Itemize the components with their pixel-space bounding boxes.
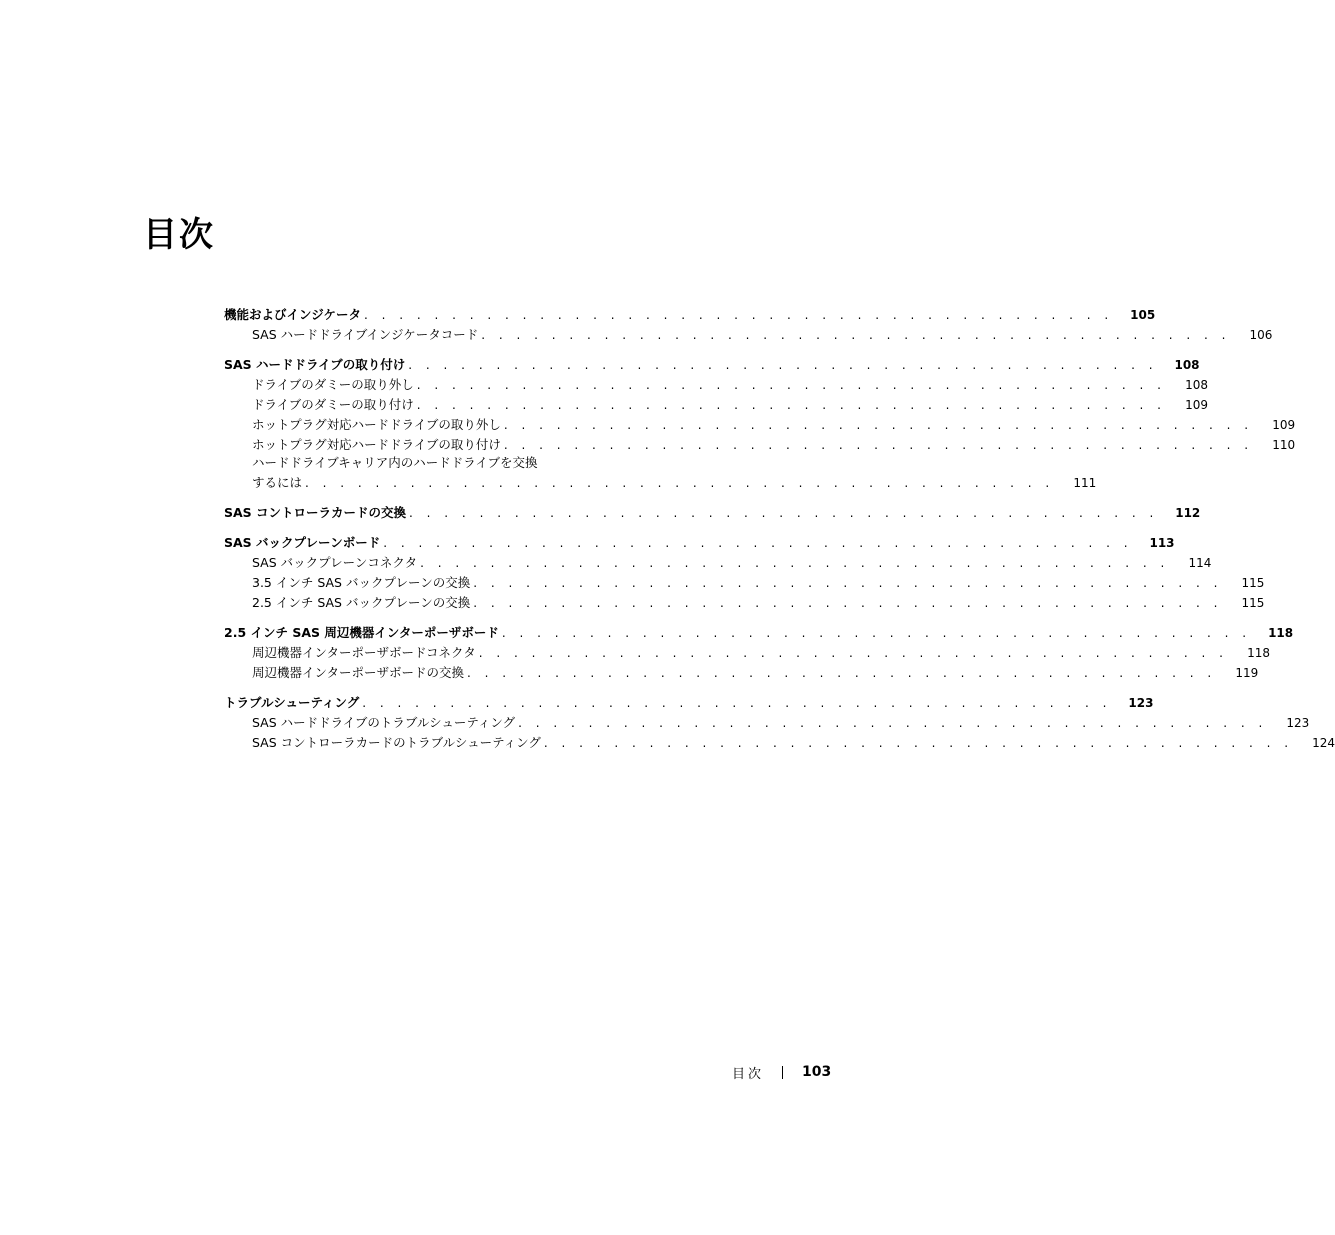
toc-entry-label: ホットプラグ対応ハードドライブの取り付け	[252, 437, 501, 452]
toc-page-number: 108	[1185, 378, 1208, 392]
dot-leader: . . . . . . . . . . . . . . . . . . . . . . . . . . . . . . . . . . . . . . . . . . .	[408, 358, 1158, 372]
dot-leader: . . . . . . . . . . . . . . . . . . . . . . . . . . . . . . . . . . . . . . . . . . .	[543, 736, 1294, 750]
toc-entry-label: 周辺機器インターポーザボードの交換	[252, 665, 465, 680]
toc-entry-label: ドライブのダミーの取り外し	[252, 377, 414, 392]
toc-heading-label: SAS バックプレーンボード	[224, 535, 381, 550]
toc-page-number: 118	[1268, 626, 1294, 640]
toc-heading-entry[interactable]	[224, 532, 1175, 553]
toc-entry-label: 2.5 インチ SAS バックプレーンの交換	[252, 595, 471, 610]
toc-entry-label: SAS コントローラカードのトラブルシューティング	[252, 735, 541, 750]
toc-page-number: 123	[1286, 716, 1310, 730]
toc-entry-label: ドライブのダミーの取り付け	[252, 397, 414, 412]
dot-leader: . . . . . . . . . . . . . . . . . . . . . . . . . . . . . . . . . . . . . . . . . . .	[420, 556, 1170, 570]
toc-sub-entry[interactable]	[224, 325, 1273, 345]
toc-section	[224, 692, 1335, 753]
toc-heading-label: SAS コントローラカードの交換	[224, 505, 407, 520]
dot-leader: . . . . . . . . . . . . . . . . . . . . . . . . . . . . . . . . . . . . . . . . . . .	[503, 418, 1254, 432]
toc-section	[224, 304, 1273, 345]
toc-page-number: 111	[1073, 476, 1097, 490]
toc-heading-label: SAS ハードドライブの取り付け	[224, 357, 406, 372]
toc-page-number: 115	[1241, 576, 1265, 590]
toc-entry-label: 周辺機器インターポーザボードコネクタ	[252, 645, 476, 660]
toc-heading-label: 機能およびインジケータ	[224, 307, 361, 322]
toc-page-number: 114	[1188, 556, 1212, 570]
toc-page-number: 108	[1174, 358, 1200, 372]
toc-sub-entry[interactable]	[224, 733, 1335, 753]
toc-heading-entry[interactable]	[224, 692, 1154, 713]
toc-heading-label: トラブルシューティング	[224, 695, 360, 710]
toc-heading-entry[interactable]	[224, 354, 1200, 375]
dot-leader: . . . . . . . . . . . . . . . . . . . . . . . . . . . . . . . . . . . . . . . . . . .	[363, 308, 1114, 322]
toc-sub-entry[interactable]	[224, 553, 1212, 573]
toc-page-number: 113	[1149, 536, 1175, 550]
dot-leader: . . . . . . . . . . . . . . . . . . . . . . . . . . . . . . . . . . . . . . . . . . .	[416, 398, 1166, 412]
toc-section	[224, 622, 1294, 683]
toc-sub-entry[interactable]	[224, 593, 1265, 613]
toc-page-number: 115	[1241, 596, 1265, 610]
dot-leader: . . . . . . . . . . . . . . . . . . . . . . . . . . . . . . . . . . . . . . . . . . .	[409, 506, 1159, 520]
dot-leader: . . . . . . . . . . . . . . . . . . . . . . . . . . . . . . . . . . . . . . . . . . .	[305, 476, 1055, 490]
toc-page-number: 110	[1272, 438, 1296, 452]
toc-entry-label: SAS バックプレーンコネクタ	[252, 555, 418, 570]
dot-leader: . . . . . . . . . . . . . . . . . . . . . . . . . . . . . . . . . . . . . . . . . . .	[503, 438, 1254, 452]
toc-sub-entry[interactable]	[224, 713, 1310, 733]
toc-entry-label: SAS ハードドライブインジケータコード	[252, 327, 479, 342]
toc-section	[224, 354, 1296, 493]
dot-leader: . . . . . . . . . . . . . . . . . . . . . . . . . . . . . . . . . . . . . . . . . . .	[518, 716, 1268, 730]
toc-heading-entry[interactable]	[224, 304, 1156, 325]
toc-entry-label-line1: ハードドライブキャリア内のハードドライブを交換	[252, 455, 538, 470]
footer-page-number: 103	[802, 1064, 832, 1080]
toc-sub-entry[interactable]	[224, 573, 1265, 593]
toc-entry-label: するには	[252, 475, 303, 490]
toc-section	[224, 532, 1265, 613]
toc-page-number: 105	[1130, 308, 1156, 322]
toc-page-number: 109	[1185, 398, 1208, 412]
page-footer	[732, 1062, 831, 1082]
dot-leader: . . . . . . . . . . . . . . . . . . . . . . . . . . . . . . . . . . . . . . . . . . .	[478, 646, 1228, 660]
dot-leader: . . . . . . . . . . . . . . . . . . . . . . . . . . . . . . . . . . . . . . . . . . .	[362, 696, 1112, 710]
page-title: 目次	[143, 215, 215, 255]
toc-page-number: 109	[1272, 418, 1296, 432]
toc-sub-entry[interactable]	[224, 395, 1208, 415]
toc-entry-label: 3.5 インチ SAS バックプレーンの交換	[252, 575, 471, 590]
toc-section	[224, 502, 1201, 523]
dot-leader: . . . . . . . . . . . . . . . . . . . . . . . . . . . . . . . . . . . . . . . . . . .	[383, 536, 1133, 550]
footer-divider	[782, 1066, 783, 1079]
toc-sub-entry[interactable]	[224, 435, 1296, 455]
footer-section-label: 目次	[732, 1066, 765, 1082]
toc-heading-entry[interactable]	[224, 622, 1294, 643]
toc-entry-label: SAS ハードドライブのトラブルシューティング	[252, 715, 516, 730]
table-of-contents	[224, 304, 1335, 762]
toc-page-number: 119	[1235, 666, 1259, 680]
dot-leader: . . . . . . . . . . . . . . . . . . . . . . . . . . . . . . . . . . . . . . . . . . .	[416, 378, 1166, 392]
toc-sub-entry[interactable]	[224, 663, 1259, 683]
toc-entry-label: ホットプラグ対応ハードドライブの取り外し	[252, 417, 501, 432]
toc-page-number: 124	[1312, 736, 1335, 750]
toc-heading-entry[interactable]	[224, 502, 1201, 523]
dot-leader: . . . . . . . . . . . . . . . . . . . . . . . . . . . . . . . . . . . . . . . . . . .	[501, 626, 1252, 640]
toc-page-number: 123	[1128, 696, 1154, 710]
toc-sub-entry[interactable]	[224, 473, 1097, 493]
toc-sub-entry[interactable]	[224, 375, 1208, 395]
dot-leader: . . . . . . . . . . . . . . . . . . . . . . . . . . . . . . . . . . . . . . . . . . .	[473, 576, 1223, 590]
toc-heading-label: 2.5 インチ SAS 周辺機器インターポーザボード	[224, 625, 499, 640]
toc-page-number: 118	[1247, 646, 1270, 660]
dot-leader: . . . . . . . . . . . . . . . . . . . . . . . . . . . . . . . . . . . . . . . . . . .	[467, 666, 1217, 680]
toc-sub-entry[interactable]	[224, 643, 1270, 663]
toc-sub-entry-wrap-line[interactable]	[224, 455, 686, 473]
toc-sub-entry[interactable]	[224, 415, 1296, 435]
toc-page-number: 112	[1175, 506, 1201, 520]
dot-leader: . . . . . . . . . . . . . . . . . . . . . . . . . . . . . . . . . . . . . . . . . . .	[473, 596, 1223, 610]
toc-page-number: 106	[1249, 328, 1273, 342]
dot-leader: . . . . . . . . . . . . . . . . . . . . . . . . . . . . . . . . . . . . . . . . . . .	[481, 328, 1231, 342]
